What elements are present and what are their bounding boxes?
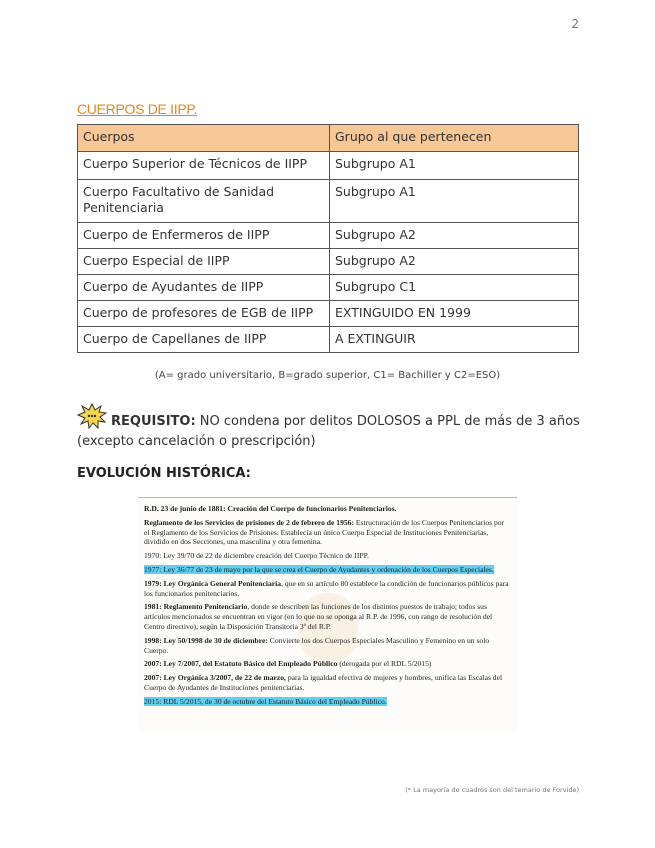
table-row bbox=[78, 180, 579, 223]
header-cuerpos: Cuerpos bbox=[78, 125, 330, 152]
cell-grupo: Subgrupo A2 bbox=[330, 223, 579, 249]
table-row bbox=[78, 275, 579, 301]
scan-entry: R.D. 23 de junio de 1881: Creación del Cuerpo de funcionarios Penitenciarios. bbox=[144, 504, 397, 513]
table-row bbox=[78, 301, 579, 327]
cell-grupo: Subgrupo A2 bbox=[330, 249, 579, 275]
table-header-row bbox=[78, 125, 579, 152]
cell-cuerpo: Cuerpo de Capellanes de IIPP bbox=[78, 327, 330, 353]
scan-entry: Reglamento de los Servicios de prisiones de 2 de febrero de 1956: Estructuración de los Cuerpos Penitenciarios por el Reglamento de los Servicios de Prisiones. Establecía un único Cuerpo Especial de Instituciones Penitenciarias, dividido en dos Secciones, una masculina y otra femenina. bbox=[144, 517, 505, 547]
page-number: 2 bbox=[571, 17, 579, 31]
grade-legend: (A= grado universitario, B=grado superior, C1= Bachiller y C2=ESO) bbox=[154, 370, 501, 381]
corps-table bbox=[77, 124, 579, 353]
historical-scan bbox=[138, 497, 517, 732]
scan-entry: 1981: Reglamento Penitenciario, donde se describen las funciones de los distintos puestos de trabajo; todos sus artículos mencionados se encuentran en vigor (en lo que no se oponga al R.P. de 1996, con rango de resolución del Centro directivo), según la Disposición Transitoria 3ª del R.P. bbox=[144, 602, 493, 631]
scan-entry: 2007: Ley 7/2007, del Estatuto Básico del Empleado Público (derogada por el RDL 5/2015) bbox=[144, 659, 432, 669]
cell-cuerpo: Cuerpo de Ayudantes de IIPP bbox=[78, 275, 330, 301]
cell-cuerpo: Cuerpo de profesores de EGB de IIPP bbox=[78, 301, 330, 327]
header-grupo: Grupo al que pertenecen bbox=[330, 125, 579, 152]
scan-entry-highlighted: 1977: Ley 36/77 de 23 de mayo por la que se crea el Cuerpo de Ayudantes y ordenación de los Cuerpos Especiales. bbox=[144, 564, 494, 574]
scan-entry: 1970: Ley 39/70 de 22 de diciembre creación del Cuerpo Técnico de IIPP. bbox=[144, 551, 369, 561]
cell-cuerpo: Cuerpo Facultativo de Sanidad Penitenciaria bbox=[78, 180, 330, 223]
requisito-paragraph bbox=[77, 403, 587, 452]
cell-grupo: Subgrupo A1 bbox=[330, 152, 579, 180]
cell-cuerpo: Cuerpo Superior de Técnicos de IIPP bbox=[78, 152, 330, 180]
requisito-label: REQUISITO: bbox=[111, 414, 196, 429]
table-row bbox=[78, 223, 579, 249]
table-row bbox=[78, 249, 579, 275]
evolucion-title: EVOLUCIÓN HISTÓRICA: bbox=[77, 466, 251, 481]
section-title: CUERPOS DE IIPP. bbox=[77, 101, 198, 117]
footnote: (* La mayoría de cuadros son del temario de Forvide) bbox=[405, 786, 579, 794]
starburst-icon bbox=[77, 403, 107, 429]
scan-entry: 1998: Ley 50/1998 de 30 de diciembre: Convierte los dos Cuerpos Especiales Masculino y Femenino en un solo Cuerpo. bbox=[144, 635, 490, 655]
cell-cuerpo: Cuerpo Especial de IIPP bbox=[78, 249, 330, 275]
cell-grupo: Subgrupo C1 bbox=[330, 275, 579, 301]
table-row bbox=[78, 152, 579, 180]
scan-entry: 1979: Ley Orgánica General Penitenciaria, que en su artículo 80 establece la condición de funcionarios públicos para los funcionarios penitenciarios. bbox=[144, 578, 509, 598]
cell-grupo: A EXTINGUIR bbox=[330, 327, 579, 353]
requisito-text: NO condena por delitos DOLOSOS a PPL de más de 3 años (excepto cancelación o prescripción) bbox=[77, 414, 580, 449]
scan-entry-highlighted: 2015: RDL 5/2015, de 30 de octubre del Estatuto Básico del Empleado Público. bbox=[144, 696, 387, 706]
scan-entry: 2007: Ley Orgánica 3/2007, de 22 de marzo, para la igualdad efectiva de mujeres y hombres, unifica las Escalas del Cuerpo de Ayudantes de Instituciones penitenciarias. bbox=[144, 673, 503, 692]
cell-grupo: EXTINGUIDO EN 1999 bbox=[330, 301, 579, 327]
cell-cuerpo: Cuerpo de Enfermeros de IIPP bbox=[78, 223, 330, 249]
cell-grupo: Subgrupo A1 bbox=[330, 180, 579, 223]
table-row bbox=[78, 327, 579, 353]
